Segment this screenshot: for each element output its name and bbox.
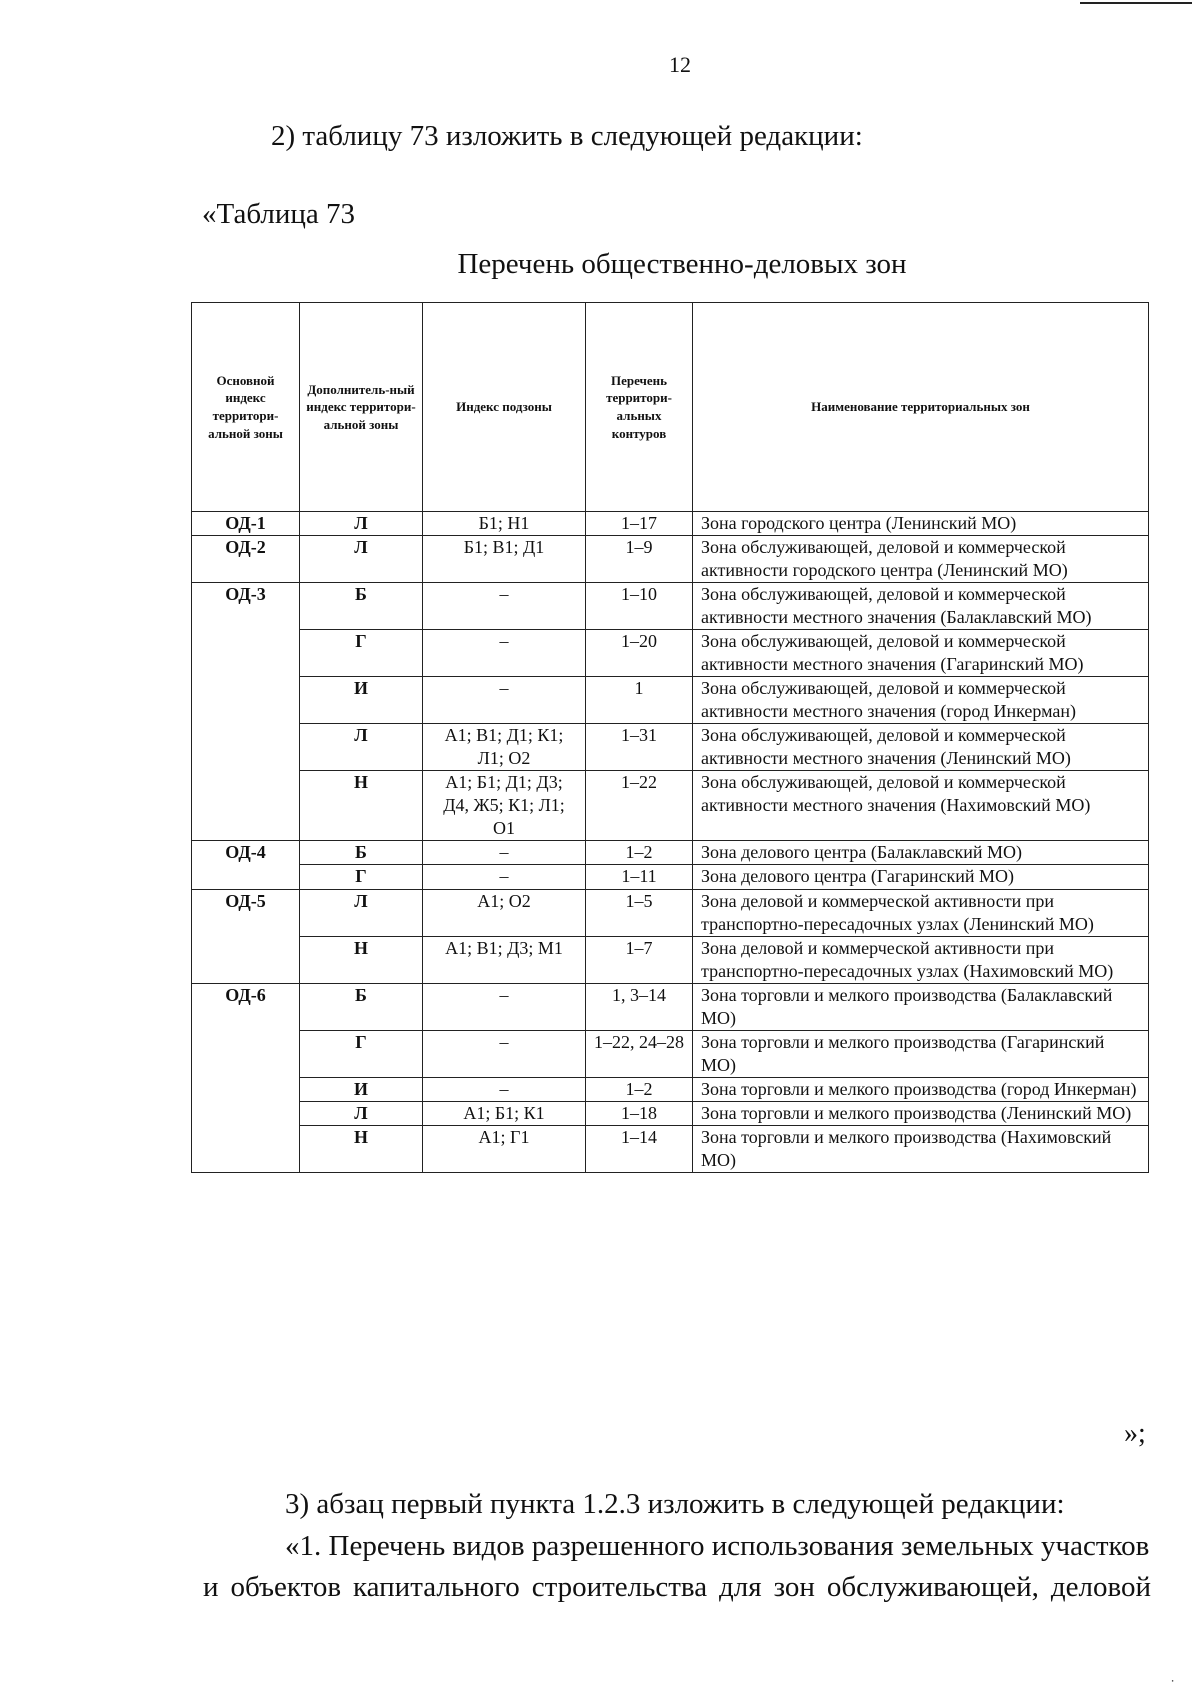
cell-main-index: ОД-2 <box>192 536 300 583</box>
paragraph-line-2: и объектов капитального строительства для зон обслуживающей, деловой <box>203 1571 1151 1603</box>
header-zone-name: Наименование территориальных зон <box>693 303 1149 512</box>
cell-zone-name: Зона обслуживающей, деловой и коммерческой активности городского центра (Ленинский МО) <box>693 536 1149 583</box>
page-number: 12 <box>669 52 691 77</box>
cell-contours: 1–2 <box>586 1077 693 1101</box>
top-edge-rule <box>1080 2 1192 4</box>
header-additional-index: Дополнитель-ный индекс территори-альной зоны <box>300 303 423 512</box>
cell-additional-index: И <box>300 1077 423 1101</box>
cell-subzone-index: А1; Б1; К1 <box>423 1101 586 1125</box>
cell-additional-index: Л <box>300 1101 423 1125</box>
cell-zone-name: Зона торговли и мелкого производства (Балаклавский МО) <box>693 983 1149 1030</box>
item-3-heading: 3) абзац первый пункта 1.2.3 изложить в следующей редакции: <box>285 1488 1065 1520</box>
zones-table <box>191 302 1149 1173</box>
table-body <box>192 512 1149 1173</box>
cell-zone-name: Зона обслуживающей, деловой и коммерческой активности местного значения (Балаклавский МО) <box>693 583 1149 630</box>
header-contours: Перечень территори-альных контуров <box>586 303 693 512</box>
table-row <box>192 771 1149 841</box>
cell-zone-name: Зона обслуживающей, деловой и коммерческой активности местного значения (Гагаринский МО) <box>693 630 1149 677</box>
table-row <box>192 512 1149 536</box>
table-row <box>192 1125 1149 1172</box>
cell-subzone-index: – <box>423 841 586 865</box>
cell-additional-index: Б <box>300 983 423 1030</box>
cell-contours: 1–14 <box>586 1125 693 1172</box>
cell-zone-name: Зона деловой и коммерческой активности при транспортно-пересадочных узлах (Ленинский МО) <box>693 889 1149 936</box>
cell-additional-index: Б <box>300 583 423 630</box>
cell-subzone-index: – <box>423 865 586 889</box>
cell-additional-index: Н <box>300 771 423 841</box>
table-row <box>192 583 1149 630</box>
cell-zone-name: Зона торговли и мелкого производства (город Инкерман) <box>693 1077 1149 1101</box>
cell-subzone-index: Б1; В1; Д1 <box>423 536 586 583</box>
cell-main-index: ОД-5 <box>192 889 300 983</box>
table-row <box>192 889 1149 936</box>
cell-zone-name: Зона обслуживающей, деловой и коммерческой активности местного значения (Нахимовский МО) <box>693 771 1149 841</box>
cell-contours: 1 <box>586 677 693 724</box>
cell-additional-index: И <box>300 677 423 724</box>
table-row <box>192 536 1149 583</box>
cell-contours: 1–31 <box>586 724 693 771</box>
cell-additional-index: Л <box>300 724 423 771</box>
table-header-row <box>192 303 1149 512</box>
cell-subzone-index: А1; Б1; Д1; Д3; Д4, Ж5; К1; Л1; О1 <box>423 771 586 841</box>
cell-subzone-index: Б1; Н1 <box>423 512 586 536</box>
cell-zone-name: Зона торговли и мелкого производства (Нахимовский МО) <box>693 1125 1149 1172</box>
cell-additional-index: Г <box>300 865 423 889</box>
cell-contours: 1–20 <box>586 630 693 677</box>
cell-contours: 1–7 <box>586 936 693 983</box>
cell-additional-index: Л <box>300 512 423 536</box>
cell-zone-name: Зона торговли и мелкого производства (Гагаринский МО) <box>693 1030 1149 1077</box>
cell-zone-name: Зона обслуживающей, деловой и коммерческой активности местного значения (город Инкерман) <box>693 677 1149 724</box>
table-row <box>192 865 1149 889</box>
cell-additional-index: Л <box>300 536 423 583</box>
cell-additional-index: Б <box>300 841 423 865</box>
table-row <box>192 841 1149 865</box>
cell-subzone-index: – <box>423 983 586 1030</box>
cell-contours: 1, 3–14 <box>586 983 693 1030</box>
cell-zone-name: Зона делового центра (Балаклавский МО) <box>693 841 1149 865</box>
scan-speck: ⸱ <box>1171 1674 1175 1688</box>
paragraph-line-1: «1. Перечень видов разрешенного использования земельных участков <box>285 1530 1150 1562</box>
cell-subzone-index: – <box>423 1077 586 1101</box>
table-row <box>192 677 1149 724</box>
cell-additional-index: Н <box>300 1125 423 1172</box>
item-2-heading: 2) таблицу 73 изложить в следующей редакции: <box>271 120 863 152</box>
cell-contours: 1–18 <box>586 1101 693 1125</box>
cell-zone-name: Зона обслуживающей, деловой и коммерческой активности местного значения (Ленинский МО) <box>693 724 1149 771</box>
header-subzone-index: Индекс подзоны <box>423 303 586 512</box>
table-title: Перечень общественно-деловых зон <box>457 248 907 280</box>
cell-contours: 1–5 <box>586 889 693 936</box>
table-row <box>192 936 1149 983</box>
cell-main-index: ОД-4 <box>192 841 300 889</box>
table-row <box>192 1077 1149 1101</box>
cell-contours: 1–11 <box>586 865 693 889</box>
cell-contours: 1–17 <box>586 512 693 536</box>
header-main-index: Основной индекс территори-альной зоны <box>192 303 300 512</box>
cell-additional-index: Г <box>300 1030 423 1077</box>
cell-subzone-index: – <box>423 677 586 724</box>
cell-zone-name: Зона торговли и мелкого производства (Ленинский МО) <box>693 1101 1149 1125</box>
cell-main-index: ОД-3 <box>192 583 300 841</box>
cell-subzone-index: – <box>423 630 586 677</box>
cell-additional-index: Л <box>300 889 423 936</box>
cell-subzone-index: А1; В1; Д1; К1; Л1; О2 <box>423 724 586 771</box>
cell-subzone-index: А1; Г1 <box>423 1125 586 1172</box>
table-row <box>192 630 1149 677</box>
cell-main-index: ОД-1 <box>192 512 300 536</box>
cell-zone-name: Зона городского центра (Ленинский МО) <box>693 512 1149 536</box>
cell-contours: 1–22, 24–28 <box>586 1030 693 1077</box>
table-row <box>192 724 1149 771</box>
cell-contours: 1–9 <box>586 536 693 583</box>
cell-subzone-index: – <box>423 1030 586 1077</box>
table-row <box>192 1101 1149 1125</box>
closing-quote: »; <box>1124 1418 1146 1449</box>
cell-subzone-index: – <box>423 583 586 630</box>
cell-subzone-index: А1; О2 <box>423 889 586 936</box>
table-caption: «Таблица 73 <box>202 198 356 230</box>
cell-additional-index: Г <box>300 630 423 677</box>
cell-additional-index: Н <box>300 936 423 983</box>
cell-subzone-index: А1; В1; Д3; М1 <box>423 936 586 983</box>
cell-contours: 1–2 <box>586 841 693 865</box>
cell-contours: 1–22 <box>586 771 693 841</box>
cell-contours: 1–10 <box>586 583 693 630</box>
cell-zone-name: Зона делового центра (Гагаринский МО) <box>693 865 1149 889</box>
table-row <box>192 983 1149 1030</box>
table-row <box>192 1030 1149 1077</box>
cell-main-index: ОД-6 <box>192 983 300 1172</box>
cell-zone-name: Зона деловой и коммерческой активности при транспортно-пересадочных узлах (Нахимовский МО) <box>693 936 1149 983</box>
